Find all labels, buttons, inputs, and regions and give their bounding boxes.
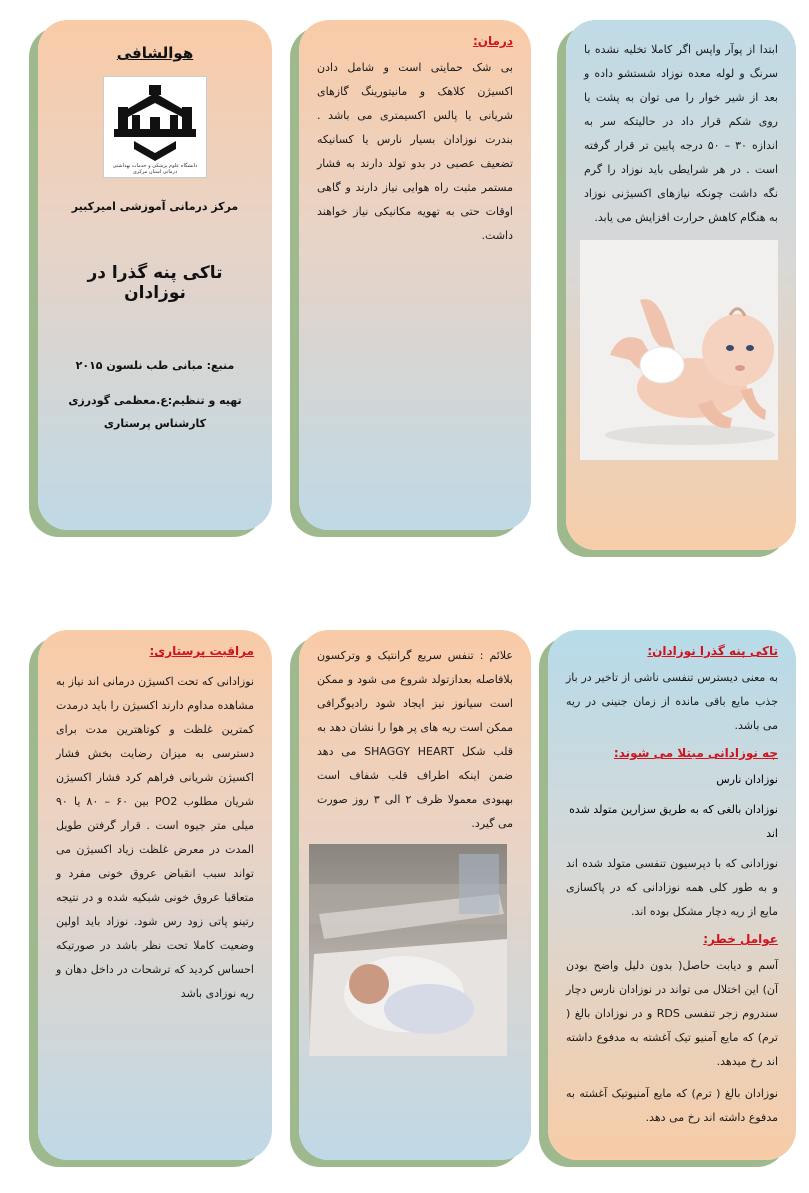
author-role: کارشناس پرستاری [103, 417, 207, 430]
baby-photo-icon [580, 240, 778, 460]
nursing-panel [38, 630, 272, 1160]
nursery-photo [309, 844, 507, 1056]
center-name: مرکز درمانی آموزشی امیرکبیر [71, 200, 239, 213]
risk-text-2: نوزادان بالغ ( ترم) که مایع آمنیوتیک آغشته به مدفوع داشته اند رخ می دهد. [566, 1087, 778, 1124]
affected-item-2: نوزادان بالغی که به طریق سزارین متولد شده اند [569, 803, 778, 840]
logo-caption: دانشگاه علوم پزشکی و خدمات بهداشتی درمانی استان مرکزی [112, 163, 198, 175]
cover-panel [38, 20, 272, 530]
intro-panel [566, 20, 796, 550]
cover-title: تاکی پنه گذرا در نوزادان [87, 263, 223, 303]
nursery-photo-icon [309, 844, 507, 1056]
risk-factors-heading: عوامل خطر: [703, 932, 778, 946]
intro-text: ابتدا از پوآر واپس اگر کاملا تخلیه نشده با سرنگ و لوله معده نوزاد شستشو داده و بعد از شیر خوار را می توان به پشت یا روی شکم قرار داد در حالیتکه سر به اندازه ۳۰ – ۵۰ درجه پایین تر قرار گرفته است . در هر شرایطی باید نوزاد را گرم نگه داشت چونکه نیازهای اکسیژنی نوزاد به هنگام کاهش حرارت افزایش می یابد. [584, 43, 778, 224]
definition-panel [548, 630, 796, 1160]
hospital-word: هوالشافی [116, 44, 194, 62]
nursing-heading: مراقبت پرستاری: [149, 644, 254, 658]
who-affected-heading: چه نوزادانی مبتلا می شوند: [613, 746, 778, 760]
baby-photo [580, 240, 778, 460]
treatment-text: بی شک حمایتی است و شامل دادن اکسیژن کلاهک و مانیتورینگ گازهای شریانی یا پالس اکسیمتری می باشد . بندرت نوزادان بسیار نارس یا کسانیکه تضعیف عصبی در بدو تولد دارند به فشار مستمر مثبت راه هوایی نیاز دارند و گاهی اوقات حتی به تهویه مکانیکی نیاز خواهند داشت. [317, 61, 513, 242]
definition-text: به معنی دیسترس تنفسی ناشی از تاخیر در باز جذب مایع باقی مانده از زمان جنینی در ریه می باشد. [566, 671, 778, 732]
treatment-panel [299, 20, 531, 530]
symptoms-text: علائم : تنفس سریع گرانتیک و وترکسون بلافاصله بعدازتولد شروع می شود و ممکن است سیانوز نیز ایجاد شود رادیوگرافی ممکن است ریه های پر هوا را نشان دهد به قلب شکل SHAGGY HEART می دهد ضمن اینکه اطراف قلب شفاف است بهبودی معمولا ظرف ۲ الی ۳ روز صورت می گیرد. [317, 649, 514, 830]
source-line: منبع: مبانی طب نلسون ۲۰۱۵ [75, 359, 235, 372]
treatment-heading: درمان: [472, 34, 513, 48]
university-logo-icon [104, 81, 206, 165]
definition-heading: تاکی پنه گذرا نوزادان: [647, 644, 778, 658]
risk-text-1: آسم و دیابت حاصل( بدون دلیل واضح بودن آن) این اختلال می تواند در نوزادان نارس دچار سندروم زجر تنفسی RDS و در نوزادان بالغ ( ترم) که مایع آمنیو تیک آغشته به مدفوع داشته اند رخ میدهد. [566, 959, 779, 1068]
affected-item-1: نوزادان نارس [716, 773, 778, 786]
affected-item-3: نوزادانی که با دپرسیون تنفسی متولد شده اند و به طور کلی همه نوزادانی که در پاکسازی مایع از ریه دچار مشکل بوده اند. [566, 857, 778, 918]
nursing-text: نوزادانی که تحت اکسیژن درمانی اند نیاز به مشاهده مداوم دارند اکسیژن را باید درمدت کمترین غلظت و کوتاهترین مدت برای دسترسی به میزان رضایت بخش فشار اکسیژن شریانی فراهم کرد فشار اکسیژن شریان مطلوب PO2 بین ۶۰ – ۸۰ یا ۹۰ میلی متر جیوه است . قرار گرفتن طویل المدت در معرض غلظت زیاد اکسیژن می تواند سبب انقباض عروق خونی مفرد و متعاقبا عروق خونی شبکیه شده و در نتیجه رتینو پاتی زود رس شود. نوزاد باید اولین وضعیت کاملا تحت نظر باشد در صورتیکه احساس کردید که ترشحات در داخل دهان و ریه نوزادی باشد [56, 675, 254, 1000]
symptoms-panel [299, 630, 531, 1160]
prepared-by: تهیه و تنظیم:ع.معظمی گودرزی [68, 394, 242, 407]
university-logo [103, 76, 207, 178]
